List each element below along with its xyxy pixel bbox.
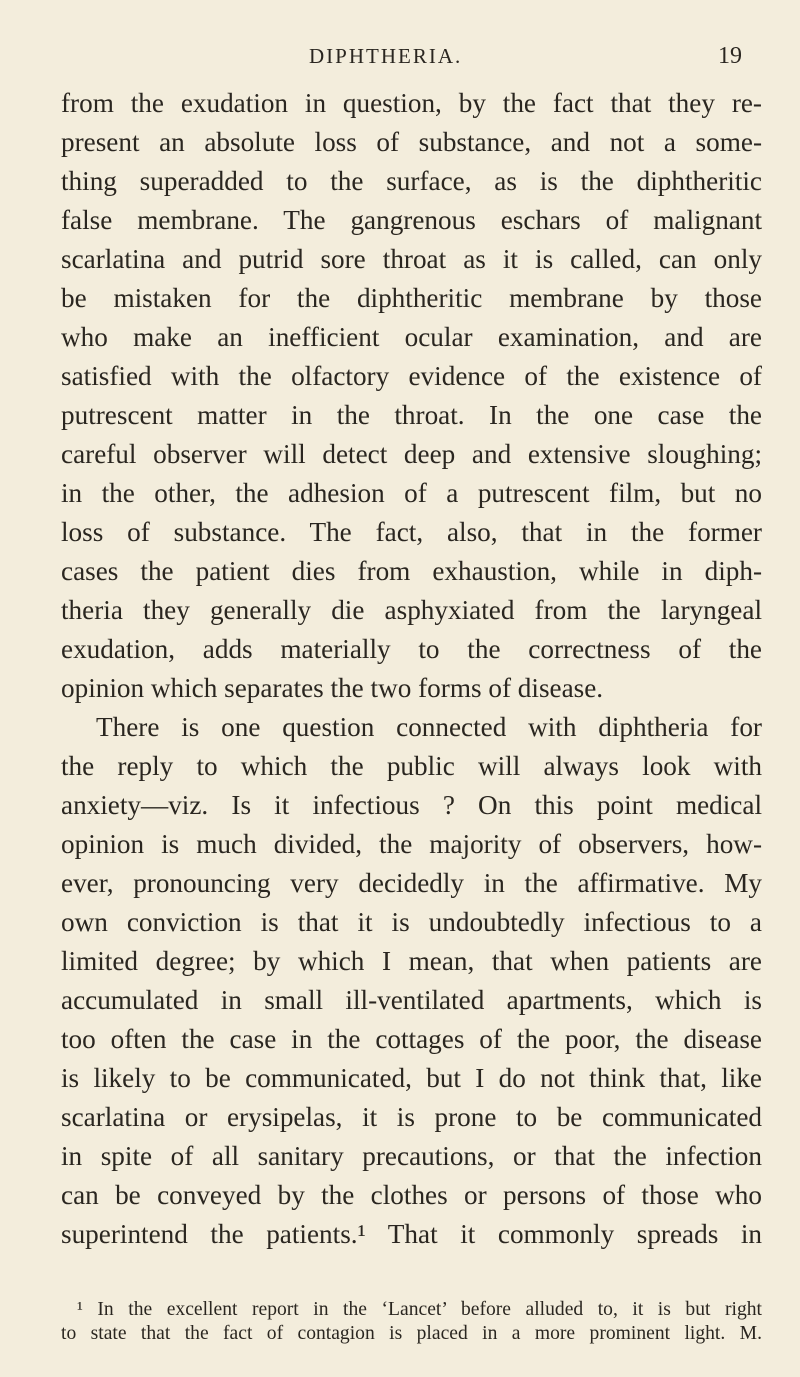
footnote xyxy=(61,1298,762,1346)
text-line: opinion is much divided, the majority of observers, how- xyxy=(61,829,762,859)
text-line: careful observer will detect deep and extensive sloughing; xyxy=(61,439,762,469)
text-line: in spite of all sanitary precautions, or that the infection xyxy=(61,1141,762,1171)
text-line: satisfied with the olfactory evidence of the existence of xyxy=(61,361,762,391)
body-text xyxy=(61,84,762,1254)
text-line: the reply to which the public will always look with xyxy=(61,751,762,781)
footnote-line: to state that the fact of contagion is placed in a more prominent light. M. xyxy=(61,1323,762,1344)
text-line: thing superadded to the surface, as is the diphtheritic xyxy=(61,166,762,196)
text-line: exudation, adds materially to the correctness of the xyxy=(61,634,762,664)
text-line: anxiety—viz. Is it infectious ? On this point medical xyxy=(61,790,762,820)
text-line: opinion which separates the two forms of disease. xyxy=(61,673,604,703)
footnote-line: ¹ In the excellent report in the ‘Lancet’ before alluded to, it is but right xyxy=(77,1299,762,1320)
text-line: own conviction is that it is undoubtedly infectious to a xyxy=(61,907,762,937)
text-line: present an absolute loss of substance, and not a some- xyxy=(61,127,762,157)
text-line: limited degree; by which I mean, that when patients are xyxy=(61,946,762,976)
text-line: cases the patient dies from exhaustion, while in diph- xyxy=(61,556,762,586)
text-line: from the exudation in question, by the fact that they re- xyxy=(61,88,762,118)
running-head xyxy=(0,36,800,76)
text-line: loss of substance. The fact, also, that in the former xyxy=(61,517,762,547)
text-line: is likely to be communicated, but I do not think that, like xyxy=(61,1063,762,1093)
text-line: too often the case in the cottages of the poor, the disease xyxy=(61,1024,762,1054)
text-line: putrescent matter in the throat. In the one case the xyxy=(61,400,762,430)
text-line: in the other, the adhesion of a putrescent film, but no xyxy=(61,478,762,508)
running-title: DIPHTHERIA. xyxy=(309,44,463,68)
text-line: scarlatina and putrid sore throat as it is called, can only xyxy=(61,244,762,274)
page-number: 19 xyxy=(718,43,742,69)
text-line: There is one question connected with diphtheria for xyxy=(96,712,762,742)
text-line: be mistaken for the diphtheritic membrane by those xyxy=(61,283,762,313)
text-line: superintend the patients.¹ That it commonly spreads in xyxy=(61,1219,762,1249)
text-line: theria they generally die asphyxiated from the laryngeal xyxy=(61,595,762,625)
text-line: scarlatina or erysipelas, it is prone to be communicated xyxy=(61,1102,762,1132)
text-line: accumulated in small ill-ventilated apartments, which is xyxy=(61,985,762,1015)
text-line: false membrane. The gangrenous eschars of malignant xyxy=(61,205,762,235)
text-line: ever, pronouncing very decidedly in the affirmative. My xyxy=(61,868,762,898)
text-line: can be conveyed by the clothes or persons of those who xyxy=(61,1180,762,1210)
text-line: who make an inefficient ocular examination, and are xyxy=(61,322,762,352)
